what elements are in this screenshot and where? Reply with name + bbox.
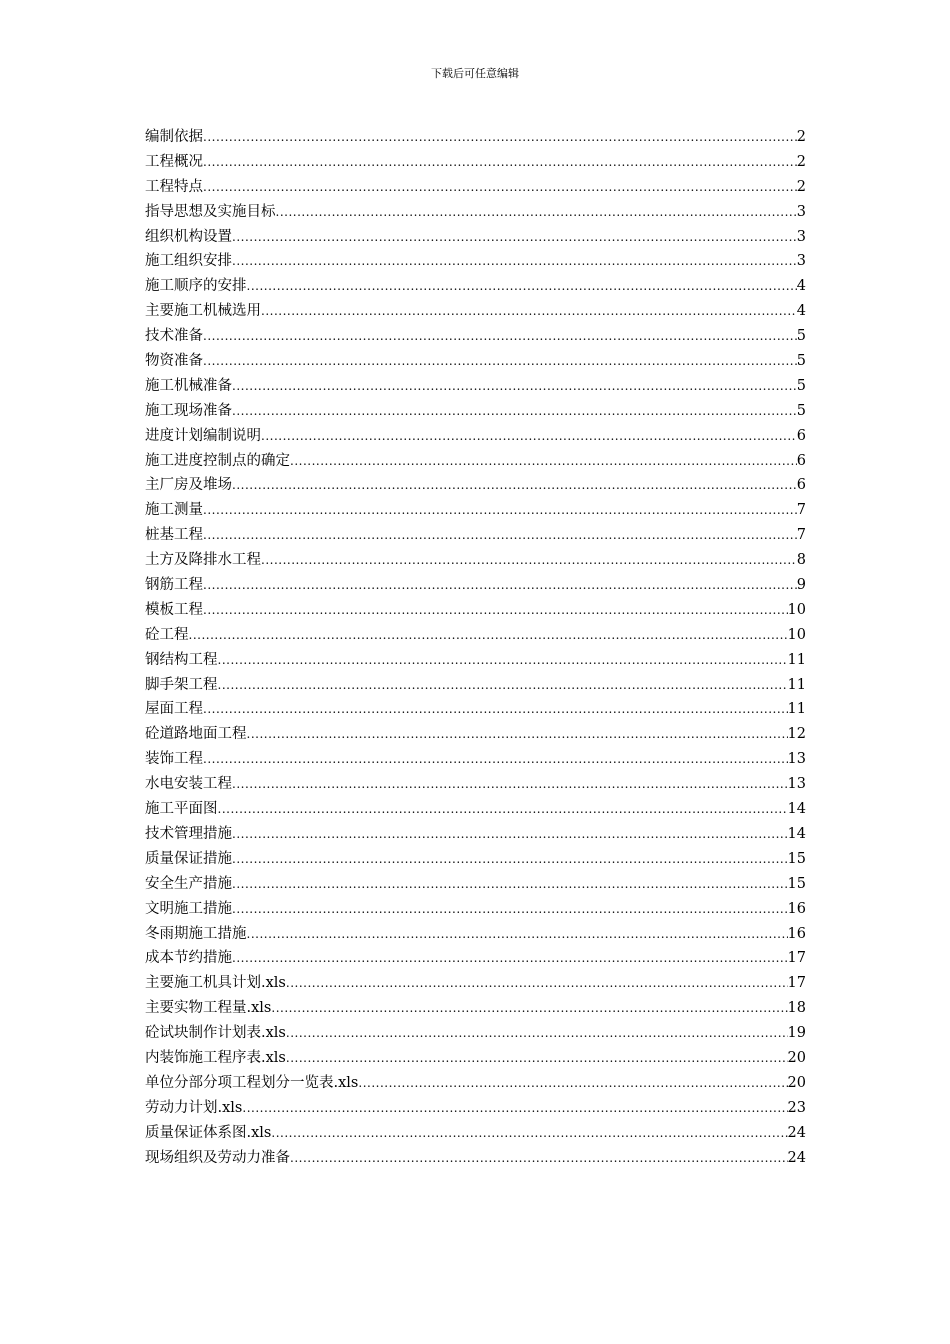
toc-entry[interactable]: [145, 498, 806, 523]
toc-entry[interactable]: [145, 897, 806, 922]
toc-entry-title[interactable]: 进度计划编制说明: [145, 427, 261, 444]
toc-entry-title[interactable]: 施工进度控制点的确定: [145, 452, 290, 469]
toc-entry-title[interactable]: 装饰工程: [145, 751, 203, 768]
toc-entry-title[interactable]: 脚手架工程: [145, 676, 218, 693]
toc-dot-leader: [232, 399, 797, 424]
toc-entry[interactable]: [145, 573, 806, 598]
toc-entry-title[interactable]: 桩基工程: [145, 527, 203, 544]
page-header: 下载后可任意编辑: [431, 67, 519, 80]
toc-entry[interactable]: [145, 374, 806, 399]
toc-entry[interactable]: [145, 200, 806, 225]
toc-dot-leader: [247, 274, 797, 299]
toc-entry[interactable]: [145, 1096, 806, 1121]
toc-entry-page-number: 13: [787, 776, 806, 793]
toc-entry-title[interactable]: 成本节约措施: [145, 950, 232, 967]
toc-entry[interactable]: [145, 299, 806, 324]
toc-entry-title[interactable]: 砼道路地面工程: [145, 726, 247, 743]
toc-entry-page-number: 11: [787, 676, 806, 693]
toc-dot-leader: [271, 996, 787, 1021]
toc-dot-leader: [203, 324, 797, 349]
toc-dot-leader: [218, 673, 788, 698]
toc-entry[interactable]: [145, 449, 806, 474]
toc-dot-leader: [232, 249, 797, 274]
toc-entry[interactable]: [145, 722, 806, 747]
toc-dot-leader: [203, 747, 788, 772]
toc-dot-leader: [358, 1071, 787, 1096]
toc-entry-title[interactable]: 工程概况: [145, 153, 203, 170]
toc-entry-page-number: 10: [787, 626, 806, 643]
toc-entry-title[interactable]: 主要实物工程量.xls: [145, 1000, 272, 1017]
toc-entry-title[interactable]: 土方及降排水工程: [145, 552, 261, 569]
toc-entry[interactable]: [145, 822, 806, 847]
toc-entry-page-number: 3: [796, 203, 806, 220]
toc-entry[interactable]: [145, 797, 806, 822]
toc-entry-title[interactable]: 技术管理措施: [145, 825, 232, 842]
toc-entry[interactable]: [145, 324, 806, 349]
toc-entry-page-number: 4: [796, 278, 806, 295]
toc-entry-title[interactable]: 施工组织安排: [145, 253, 232, 270]
toc-entry-title[interactable]: 组织机构设置: [145, 228, 232, 245]
toc-entry[interactable]: [145, 225, 806, 250]
toc-entry-page-number: 5: [796, 353, 806, 370]
toc-dot-leader: [261, 548, 797, 573]
toc-entry-page-number: 13: [787, 751, 806, 768]
toc-entry-page-number: 24: [787, 1149, 806, 1166]
toc-entry-page-number: 17: [787, 975, 806, 992]
toc-entry-title[interactable]: 工程特点: [145, 178, 203, 195]
toc-entry-page-number: 2: [796, 178, 806, 195]
toc-dot-leader: [242, 1096, 787, 1121]
toc-entry[interactable]: [145, 399, 806, 424]
toc-dot-leader: [286, 1046, 788, 1071]
toc-dot-leader: [290, 449, 797, 474]
toc-entry-page-number: 7: [796, 527, 806, 544]
toc-entry-title[interactable]: 单位分部分项工程划分一览表.xls: [145, 1074, 359, 1091]
toc-entry-title[interactable]: 质量保证体系图.xls: [145, 1124, 272, 1141]
toc-entry-page-number: 5: [796, 377, 806, 394]
toc-dot-leader: [247, 722, 788, 747]
toc-entry-page-number: 11: [787, 701, 806, 718]
toc-entry-page-number: 14: [787, 825, 806, 842]
toc-entry[interactable]: [145, 1121, 806, 1146]
toc-entry-page-number: 5: [796, 402, 806, 419]
toc-entry[interactable]: [145, 150, 806, 175]
toc-dot-leader: [218, 648, 788, 673]
toc-entry[interactable]: [145, 1071, 806, 1096]
toc-entry-page-number: 15: [787, 850, 806, 867]
table-of-contents: [145, 125, 806, 1170]
toc-entry-page-number: 12: [787, 726, 806, 743]
toc-entry-page-number: 6: [796, 427, 806, 444]
toc-entry-title[interactable]: 施工机械准备: [145, 377, 232, 394]
toc-entry-page-number: 5: [796, 328, 806, 345]
toc-dot-leader: [203, 349, 797, 374]
toc-entry-page-number: 14: [787, 801, 806, 818]
toc-entry-title[interactable]: 指导思想及实施目标: [145, 203, 276, 220]
toc-dot-leader: [286, 1021, 788, 1046]
toc-entry[interactable]: [145, 424, 806, 449]
toc-entry-page-number: 11: [787, 651, 806, 668]
toc-entry[interactable]: [145, 548, 806, 573]
toc-entry[interactable]: [145, 249, 806, 274]
toc-entry-title[interactable]: 劳动力计划.xls: [145, 1099, 243, 1116]
toc-dot-leader: [232, 897, 788, 922]
toc-entry[interactable]: [145, 996, 806, 1021]
toc-entry-page-number: 19: [787, 1025, 806, 1042]
toc-entry[interactable]: [145, 922, 806, 947]
toc-entry-title[interactable]: 物资准备: [145, 353, 203, 370]
toc-dot-leader: [203, 573, 797, 598]
toc-entry-page-number: 6: [796, 452, 806, 469]
toc-dot-leader: [261, 299, 797, 324]
toc-entry-title[interactable]: 安全生产措施: [145, 875, 232, 892]
toc-dot-leader: [286, 971, 788, 996]
toc-dot-leader: [232, 946, 788, 971]
toc-entry[interactable]: [145, 648, 806, 673]
toc-dot-leader: [203, 498, 797, 523]
toc-entry-title[interactable]: 施工现场准备: [145, 402, 232, 419]
toc-entry-title[interactable]: 主要施工机械选用: [145, 303, 261, 320]
toc-entry-title[interactable]: 水电安装工程: [145, 776, 232, 793]
toc-entry-title[interactable]: 屋面工程: [145, 701, 203, 718]
toc-entry-title[interactable]: 编制依据: [145, 129, 203, 145]
toc-entry[interactable]: [145, 1146, 806, 1171]
toc-entry-title[interactable]: 钢筋工程: [145, 577, 203, 594]
toc-dot-leader: [232, 822, 788, 847]
toc-dot-leader: [203, 175, 797, 200]
toc-dot-leader: [232, 225, 797, 250]
toc-dot-leader: [218, 797, 788, 822]
toc-entry[interactable]: [145, 349, 806, 374]
toc-entry-title[interactable]: 主要施工机具计划.xls: [145, 975, 286, 992]
toc-dot-leader: [203, 125, 797, 150]
toc-dot-leader: [232, 772, 788, 797]
toc-entry[interactable]: [145, 747, 806, 772]
toc-entry-page-number: 15: [787, 875, 806, 892]
toc-dot-leader: [232, 872, 788, 897]
toc-entry[interactable]: [145, 1021, 806, 1046]
toc-dot-leader: [261, 424, 797, 449]
toc-entry-page-number: 4: [796, 303, 806, 320]
toc-entry[interactable]: [145, 847, 806, 872]
toc-dot-leader: [232, 847, 788, 872]
toc-entry-page-number: 20: [787, 1074, 806, 1091]
toc-entry-title[interactable]: 冬雨期施工措施: [145, 925, 247, 942]
toc-dot-leader: [276, 200, 797, 225]
toc-entry-title[interactable]: 质量保证措施: [145, 850, 232, 867]
toc-entry-page-number: 6: [796, 477, 806, 494]
toc-entry[interactable]: [145, 598, 806, 623]
toc-entry[interactable]: [145, 125, 806, 150]
toc-dot-leader: [232, 473, 797, 498]
toc-entry-page-number: 3: [796, 228, 806, 245]
toc-dot-leader: [203, 598, 788, 623]
toc-entry-title[interactable]: 文明施工措施: [145, 900, 232, 917]
toc-entry-title[interactable]: 技术准备: [145, 328, 203, 345]
toc-entry-page-number: 8: [796, 552, 806, 569]
toc-entry-title[interactable]: 施工平面图: [145, 801, 218, 818]
toc-dot-leader: [203, 150, 797, 175]
toc-dot-leader: [290, 1146, 788, 1171]
toc-dot-leader: [271, 1121, 787, 1146]
toc-entry-title[interactable]: 砼试块制作计划表.xls: [145, 1025, 286, 1042]
toc-entry[interactable]: [145, 673, 806, 698]
toc-entry-page-number: 2: [796, 153, 806, 170]
toc-entry[interactable]: [145, 1046, 806, 1071]
toc-entry-title[interactable]: 主厂房及堆场: [145, 477, 232, 494]
toc-dot-leader: [203, 523, 797, 548]
toc-entry-page-number: 3: [796, 253, 806, 270]
toc-entry[interactable]: [145, 523, 806, 548]
toc-entry-title[interactable]: 现场组织及劳动力准备: [145, 1149, 290, 1166]
toc-entry-title[interactable]: 砼工程: [145, 626, 189, 643]
toc-entry-page-number: 9: [796, 577, 806, 594]
toc-entry-page-number: 16: [787, 900, 806, 917]
toc-entry-page-number: 16: [787, 925, 806, 942]
toc-dot-leader: [189, 623, 788, 648]
toc-dot-leader: [232, 374, 797, 399]
toc-entry-page-number: 10: [787, 601, 806, 618]
toc-entry[interactable]: [145, 772, 806, 797]
toc-entry-title[interactable]: 施工顺序的安排: [145, 278, 247, 295]
toc-dot-leader: [203, 697, 788, 722]
toc-entry[interactable]: [145, 697, 806, 722]
toc-entry[interactable]: [145, 274, 806, 299]
toc-entry[interactable]: [145, 473, 806, 498]
toc-entry[interactable]: [145, 946, 806, 971]
toc-entry-page-number: 7: [796, 502, 806, 519]
toc-entry-page-number: 23: [787, 1099, 806, 1116]
toc-entry-page-number: 2: [796, 129, 806, 145]
toc-entry-page-number: 17: [787, 950, 806, 967]
toc-entry-title[interactable]: 钢结构工程: [145, 651, 218, 668]
toc-entry[interactable]: [145, 623, 806, 648]
toc-entry[interactable]: [145, 872, 806, 897]
toc-entry-page-number: 24: [787, 1124, 806, 1141]
toc-entry[interactable]: [145, 175, 806, 200]
toc-entry[interactable]: [145, 971, 806, 996]
toc-entry-title[interactable]: 模板工程: [145, 601, 203, 618]
toc-entry-page-number: 20: [787, 1049, 806, 1066]
toc-entry-title[interactable]: 内装饰施工程序表.xls: [145, 1049, 286, 1066]
toc-dot-leader: [247, 922, 788, 947]
toc-entry-title[interactable]: 施工测量: [145, 502, 203, 519]
toc-entry-page-number: 18: [787, 1000, 806, 1017]
